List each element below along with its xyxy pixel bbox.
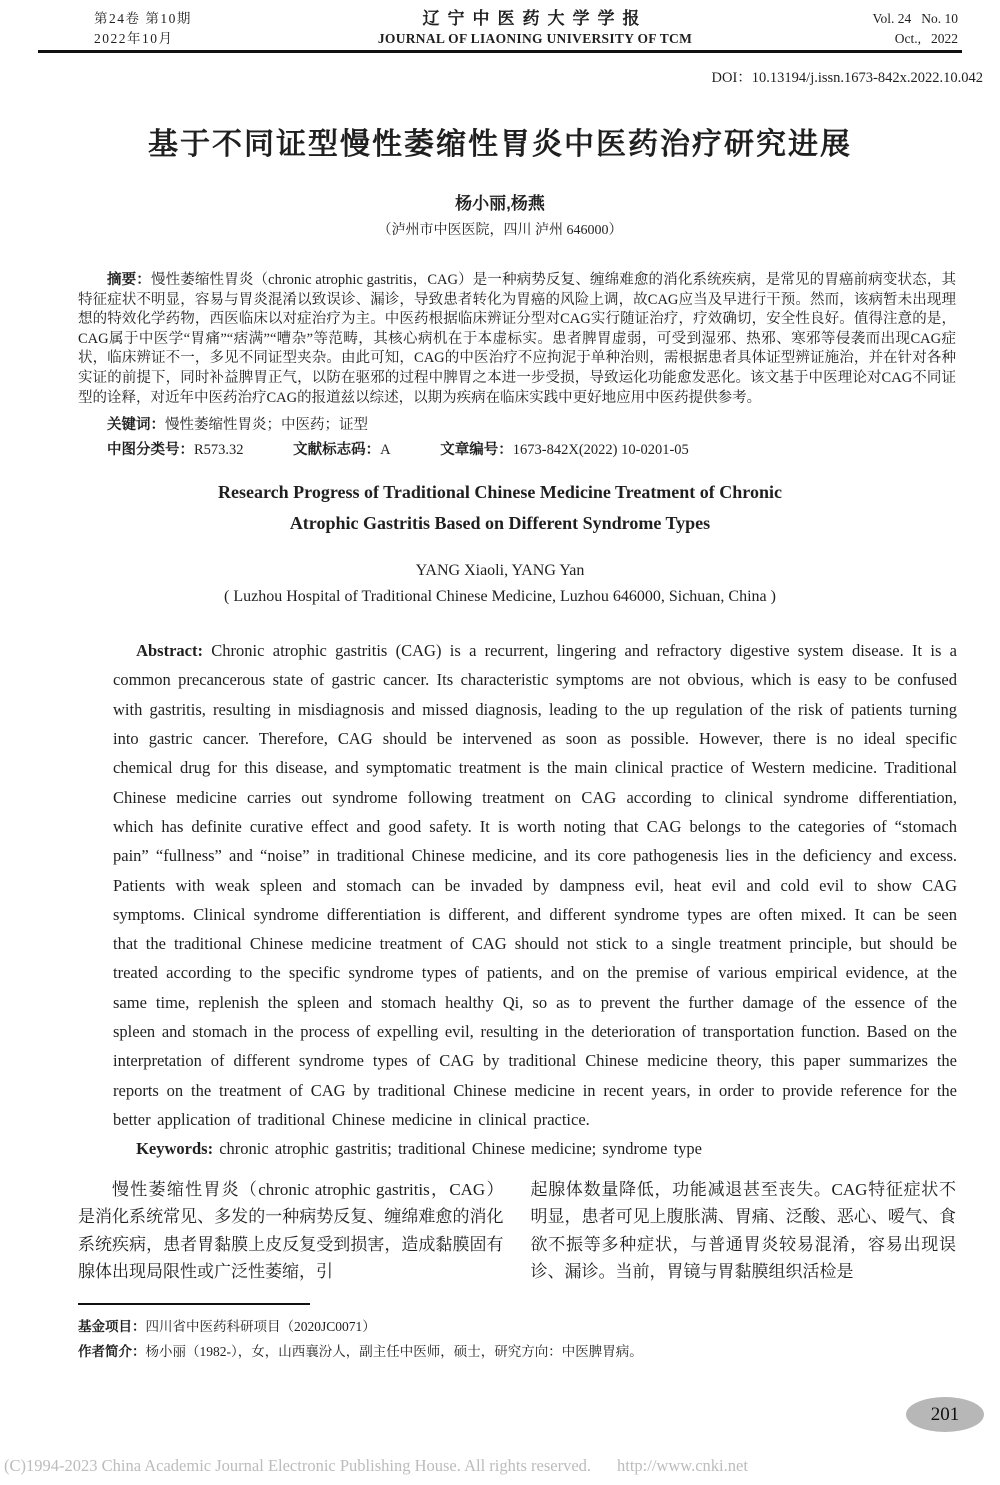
- keywords-en: [113, 1134, 957, 1163]
- no-en: No. 10: [921, 11, 958, 26]
- body-right-column: [531, 1176, 957, 1286]
- funding-label: 基金项目：: [78, 1318, 146, 1334]
- affiliation-cn: （泸州市中医医院，四川 泸州 646000）: [377, 223, 623, 238]
- article-no-segment: [440, 442, 689, 458]
- abstract-label-en: Abstract:: [136, 641, 203, 661]
- body-left-paragraph: 慢性萎缩性胃炎（chronic atrophic gastritis，CAG）是消化系统常见、多发的一种病势反复、缠绵难愈的消化系统疾病，患者胃黏膜上皮反复受到损害，造成黏膜固有腺体出现局限性或广泛性萎缩，引: [78, 1179, 504, 1282]
- page-number: 201: [930, 1403, 960, 1425]
- author-bio-line: [78, 1339, 956, 1364]
- journal-header: [0, 0, 1000, 49]
- abstract-en: [113, 636, 957, 1134]
- journal-title-en: JOURNAL OF LIAONING UNIVERSITY OF TCM: [377, 31, 693, 46]
- copyright-text: (C)1994-2023 China Academic Journal Electronic Publishing House. All rights reserved.: [4, 1456, 592, 1475]
- header-right: [800, 9, 960, 49]
- body-columns: [78, 1176, 956, 1286]
- classification-line: [78, 439, 956, 461]
- keywords-text-en: chronic atrophic gastritis; traditional Chinese medicine; syndrome type: [219, 1139, 702, 1159]
- article-no-value: 1673-842X(2022) 10-0201-05: [512, 442, 689, 459]
- title-en-line2: Atrophic Gastritis Based on Different Syndrome Types: [289, 513, 711, 534]
- authors-en: YANG Xiaoli, YANG Yan: [415, 562, 585, 580]
- doc-code-label: 文献标志码：: [293, 442, 381, 459]
- date-en: [800, 29, 958, 49]
- cnki-url: http://www.cnki.net: [617, 1456, 748, 1475]
- abstract-cn: [78, 271, 956, 408]
- doc-code-segment: [293, 442, 390, 458]
- body-left-column: [78, 1176, 504, 1286]
- abstract-text-cn: 慢性萎缩性胃炎（chronic atrophic gastritis，CAG）是一种病势反复、缠绵难愈的消化系统疾病，是常见的胃癌前病变状态，其特征症状不明显，容易与胃炎混淆以致误诊、漏诊，导致患者转化为胃癌的风险上调，故CAG应当及早进行干预。然而，该病暂未出现理想的特效化学药物，西医临床以对症治疗为主。中医药根据临床辨证分型对CAG实行随证治疗，疗效确切，安全性良好。值得注意的是，CAG属于中医学“胃痛”“痞满”“嘈杂”等范畴，其核心病机在于本虚标实。患者脾胃虚弱，可受到湿邪、热邪、寒邪等侵袭而出现CAG症状，临床辨证不一，多见不同证型夹杂。由此可知，CAG的中医治疗不应拘泥于单种治则，需根据患者具体证型辨证施治，并在针对各种实证的前提下，同时补益脾胃正气，以防在驱邪的过程中脾胃之本进一步受损，导致运化功能愈发恶化。该文基于中医理论对CAG不同证型的诠释，对近年中医药治疗CAG的报道兹以综述，以期为疾病在临床实践中更好地应用中医药提供参考。: [78, 272, 957, 406]
- body-right-paragraph: 起腺体数量降低，功能减退甚至丧失。CAG特征症状不明显，患者可见上腹胀满、胃痛、泛酸、恶心、嗳气、食欲不振等多种症状，与普通胃炎较易混淆，容易出现误诊、漏诊。当前，胃镜与胃黏膜组织活检是: [530, 1179, 956, 1282]
- article-title-en: [0, 477, 1000, 539]
- year-en: 2022: [931, 31, 958, 46]
- clc-value: R573.32: [194, 442, 244, 459]
- volume-issue-en: [800, 9, 958, 29]
- keywords-label-en: Keywords:: [136, 1139, 214, 1159]
- doi: DOI：10.13194/j.issn.1673-842x.2022.10.042: [711, 70, 983, 86]
- journal-title-cn: 辽宁中医药大学学报: [422, 9, 648, 28]
- doc-code-value: A: [380, 442, 391, 459]
- page-number-badge: [906, 1397, 984, 1432]
- date-cn: 2022年10月: [94, 31, 174, 46]
- copyright-footer: [4, 1456, 748, 1476]
- funding-text: 四川省中医药科研项目（2020JC0071）: [145, 1318, 376, 1334]
- keywords-text-cn: 慢性萎缩性胃炎；中医药；证型: [165, 417, 368, 434]
- footnote-divider: [78, 1303, 310, 1305]
- clc-segment: [107, 442, 244, 458]
- header-center: [270, 9, 800, 49]
- volume-issue-cn: 第24卷 第10期: [94, 11, 192, 26]
- funding-line: [78, 1314, 956, 1339]
- article-no-label: 文章编号：: [440, 442, 513, 459]
- article-title-cn: 基于不同证型慢性萎缩性胃炎中医药治疗研究进展: [148, 128, 852, 161]
- clc-label: 中图分类号：: [107, 442, 194, 459]
- affiliation-en: ( Luzhou Hospital of Traditional Chinese Medicine, Luzhou 646000, Sichuan, China ): [224, 588, 776, 606]
- footnote: [78, 1303, 956, 1364]
- header-left: [60, 9, 270, 49]
- author-bio-label: 作者简介：: [78, 1343, 146, 1359]
- keywords-cn: [78, 414, 956, 436]
- abstract-text-en: Chronic atrophic gastritis (CAG) is a recurrent, lingering and refractory digestive system disease. It is a common precancerous state of gastric cancer. Its characteristic symptoms are not obvious, which is easy to be confused with gastritis, resulting in misdiagnosis and missed diagnosis, leading to the up regulation of the risk of patients turning into gastric cancer. Therefore, CAG should be intervened as soon as possible. However, there is no ideal specific chemical drug for this disease, and symptomatic treatment is the main clinical practice of Western medicine. Traditional Chinese medicine carries out syndrome following treatment on CAG according to clinical syndrome differentiation, which has definite curative effect and good safety. It is worth noting that CAG belongs to the categories of “stomach pain” “fullness” and “noise” in traditional Chinese medicine, and its core pathogenesis lies in the deficiency and excess. Patients with weak spleen and stomach can be invaded by dampness evil, heat evil and cold evil to show CAG symptoms. Clinical syndrome differentiation is different, and different syndrome types are often mixed. It can be seen that the traditional Chinese medicine treatment of CAG should not stick to a single treatment principle, but should be treated according to the specific syndrome types of patients, and on the premise of various empirical evidence, at the same time, replenish the spleen and stomach healthy Qi, so as to prevent the further damage of the essence of the spleen and stomach in the process of expelling evil, resulting in the deterioration of transportation function. Based on the interpretation of different syndrome types of CAG by traditional Chinese medicine theory, this paper summarizes the reports on the treatment of CAG by traditional Chinese medicine in recent years, in order to provide reference for the better application of traditional Chinese medicine in clinical practice.: [113, 641, 958, 1129]
- keywords-label-cn: 关键词：: [107, 417, 165, 434]
- month-en: Oct.,: [894, 31, 921, 46]
- author-bio-text: 杨小丽（1982-），女，山西襄汾人，副主任中医师，硕士，研究方向：中医脾胃病。: [145, 1343, 643, 1359]
- abstract-label-cn: 摘要：: [107, 272, 151, 288]
- title-en-line1: Research Progress of Traditional Chinese Medicine Treatment of Chronic: [218, 482, 782, 503]
- vol-en: Vol. 24: [872, 11, 912, 26]
- header-divider: [38, 50, 962, 53]
- authors-cn: 杨小丽,杨燕: [455, 194, 545, 213]
